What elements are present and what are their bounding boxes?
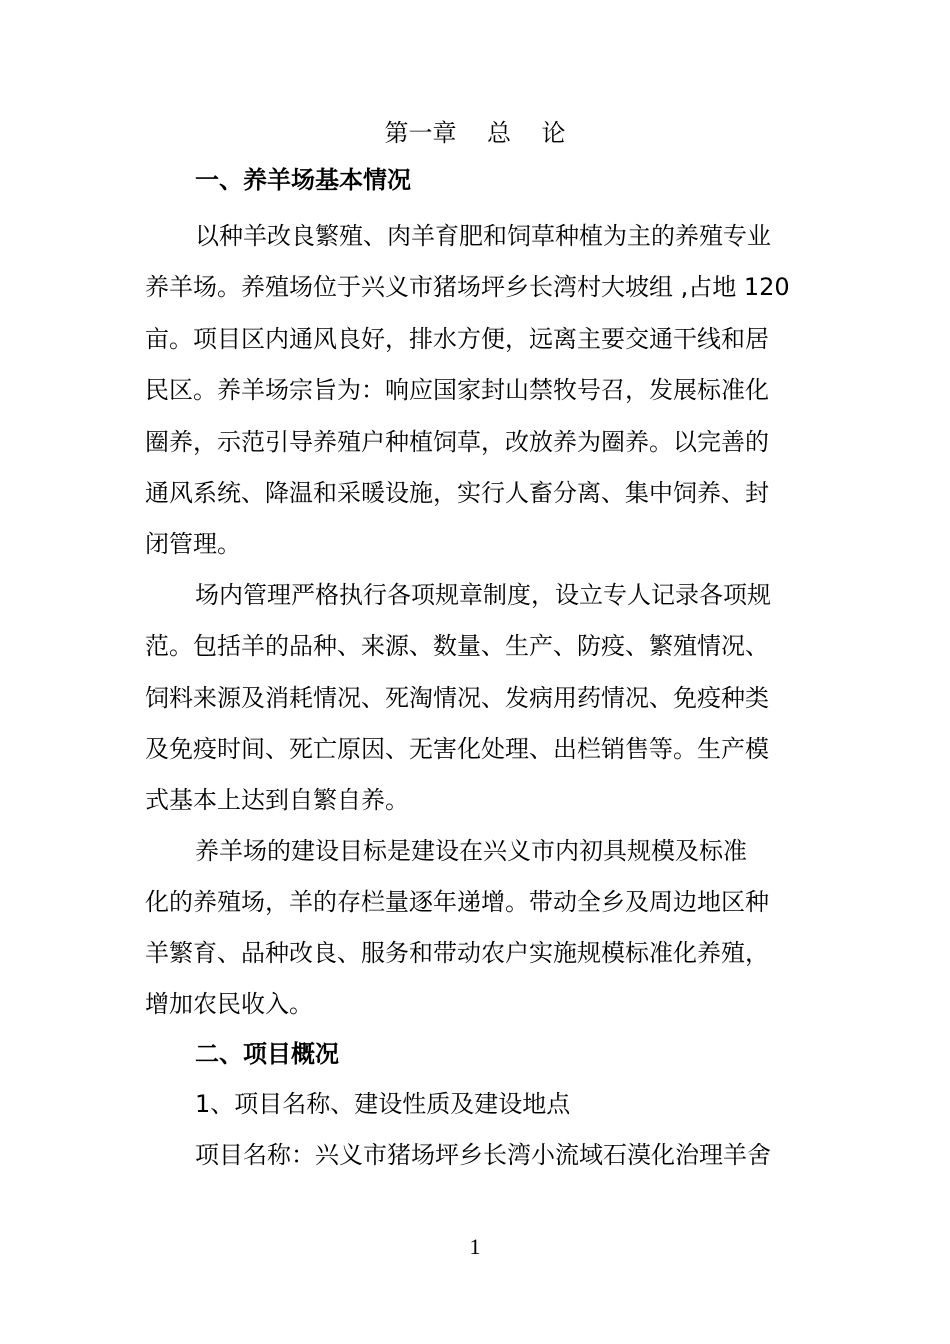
- section-heading-1: 一、养羊场基本情况: [195, 166, 411, 194]
- paragraph-line: 亩。项目区内通风良好，排水方便，远离主要交通干线和居: [145, 325, 769, 353]
- subsection-heading: 1、项目名称、建设性质及建设地点: [195, 1090, 571, 1118]
- project-name-line: 项目名称：兴义市猪场坪乡长湾小流域石漠化治理羊舍: [195, 1141, 771, 1169]
- section-heading-2: 二、项目概况: [195, 1040, 339, 1068]
- paragraph-line: 及免疫时间、死亡原因、无害化处理、出栏销售等。生产模: [145, 735, 769, 763]
- chapter-title: 第一章 总 论: [384, 119, 566, 147]
- paragraph-line: 羊繁育、品种改良、服务和带动农户实施规模标准化养殖，: [145, 939, 769, 967]
- paragraph-line: 饲料来源及消耗情况、死淘情况、发病用药情况、免疫种类: [145, 684, 769, 712]
- paragraph-line: 增加农民收入。: [145, 990, 313, 1018]
- paragraph-line: 式基本上达到自繁自养。: [145, 786, 409, 814]
- paragraph-line: 圈养，示范引导养殖户种植饲草，改放养为圈养。以完善的: [145, 428, 769, 456]
- paragraph-line: 养羊场。养殖场位于兴义市猪场坪乡长湾村大坡组 ,占地 120: [145, 273, 790, 301]
- paragraph-line: 范。包括羊的品种、来源、数量、生产、防疫、繁殖情况、: [145, 632, 769, 660]
- paragraph-line: 场内管理严格执行各项规章制度，设立专人记录各项规: [195, 581, 771, 609]
- paragraph-line: 通风系统、降温和采暖设施，实行人畜分离、集中饲养、封: [145, 479, 769, 507]
- paragraph-line: 化的养殖场，羊的存栏量逐年递增。带动全乡及周边地区种: [145, 888, 769, 916]
- paragraph-line: 闭管理。: [145, 530, 241, 558]
- paragraph-line: 养羊场的建设目标是建设在兴义市内初具规模及标准: [195, 837, 747, 865]
- paragraph-line: 民区。养羊场宗旨为：响应国家封山禁牧号召，发展标准化: [145, 376, 769, 404]
- paragraph-line: 以种羊改良繁殖、肉羊育肥和饲草种植为主的养殖专业: [195, 222, 771, 250]
- page-number: 1: [469, 1234, 481, 1259]
